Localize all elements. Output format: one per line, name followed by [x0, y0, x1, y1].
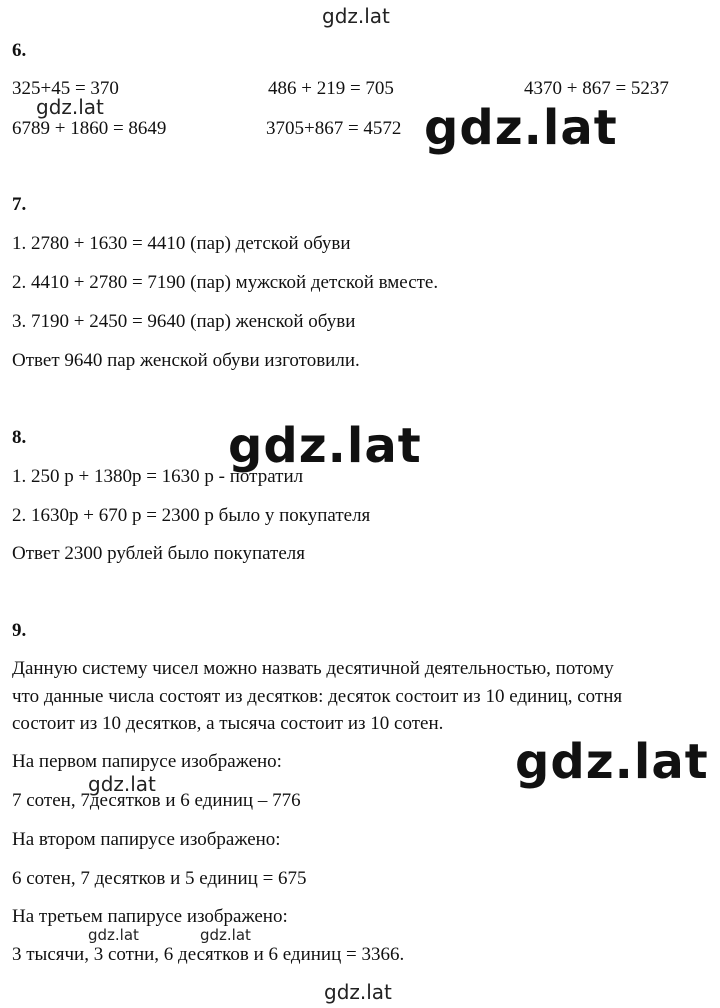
- task-8-line-1: 1. 250 р + 1380р = 1630 р - потратил: [12, 466, 304, 487]
- task-6-equation-1: 325+45 = 370: [12, 78, 119, 99]
- watermark-task8-big: gdz.lat: [228, 418, 422, 474]
- task-7-line-3: 3. 7190 + 2450 = 9640 (пар) женской обуви: [12, 311, 356, 332]
- watermark-task6-big: gdz.lat: [424, 100, 618, 156]
- task-9-third-papyrus-label: На третьем папирусе изображено:: [12, 906, 288, 927]
- task-6-equation-5: 3705+867 = 4572: [266, 118, 402, 139]
- task-7-number: 7.: [12, 194, 27, 215]
- task-9-first-papyrus-value: 7 сотен, 7десятков и 6 единиц – 776: [12, 790, 301, 811]
- watermark-task9-tiny-1: gdz.lat: [88, 926, 139, 944]
- task-7-line-2: 2. 4410 + 2780 = 7190 (пар) мужской детской вместе.: [12, 272, 439, 293]
- task-6-equation-3: 4370 + 867 = 5237: [524, 78, 669, 99]
- task-9-number: 9.: [12, 620, 27, 641]
- task-9-first-papyrus-label: На первом папирусе изображено:: [12, 751, 282, 772]
- watermark-task9-small: gdz.lat: [88, 772, 156, 796]
- task-6-equation-2: 486 + 219 = 705: [268, 78, 394, 99]
- task-9-paragraph-line-1: Данную систему чисел можно назвать десятичной деятельностью, потому: [12, 658, 614, 679]
- task-9-third-papyrus-value: 3 тысячи, 3 сотни, 6 десятков и 6 единиц = 3366.: [12, 944, 405, 965]
- task-6-equation-4: 6789 + 1860 = 8649: [12, 118, 167, 139]
- task-8-number: 8.: [12, 427, 27, 448]
- watermark-bottom: gdz.lat: [324, 980, 392, 1004]
- watermark-task9-tiny-2: gdz.lat: [200, 926, 251, 944]
- task-8-answer: Ответ 2300 рублей было покупателя: [12, 543, 306, 564]
- task-7-answer: Ответ 9640 пар женской обуви изготовили.: [12, 350, 360, 371]
- task-7-line-1: 1. 2780 + 1630 = 4410 (пар) детской обуви: [12, 233, 351, 254]
- watermark-task9-big: gdz.lat: [515, 734, 709, 790]
- task-9-paragraph-line-2: что данные числа состоят из десятков: десяток состоит из 10 единиц, сотня: [12, 686, 623, 707]
- task-9-paragraph-line-3: состоит из 10 десятков, а тысяча состоит из 10 сотен.: [12, 713, 444, 734]
- task-8-line-2: 2. 1630р + 670 р = 2300 р было у покупателя: [12, 505, 371, 526]
- watermark-task6-small: gdz.lat: [36, 95, 104, 119]
- watermark-top: gdz.lat: [322, 4, 390, 28]
- task-9-second-papyrus-label: На втором папирусе изображено:: [12, 829, 281, 850]
- task-9-second-papyrus-value: 6 сотен, 7 десятков и 5 единиц = 675: [12, 868, 307, 889]
- task-6-number: 6.: [12, 40, 27, 61]
